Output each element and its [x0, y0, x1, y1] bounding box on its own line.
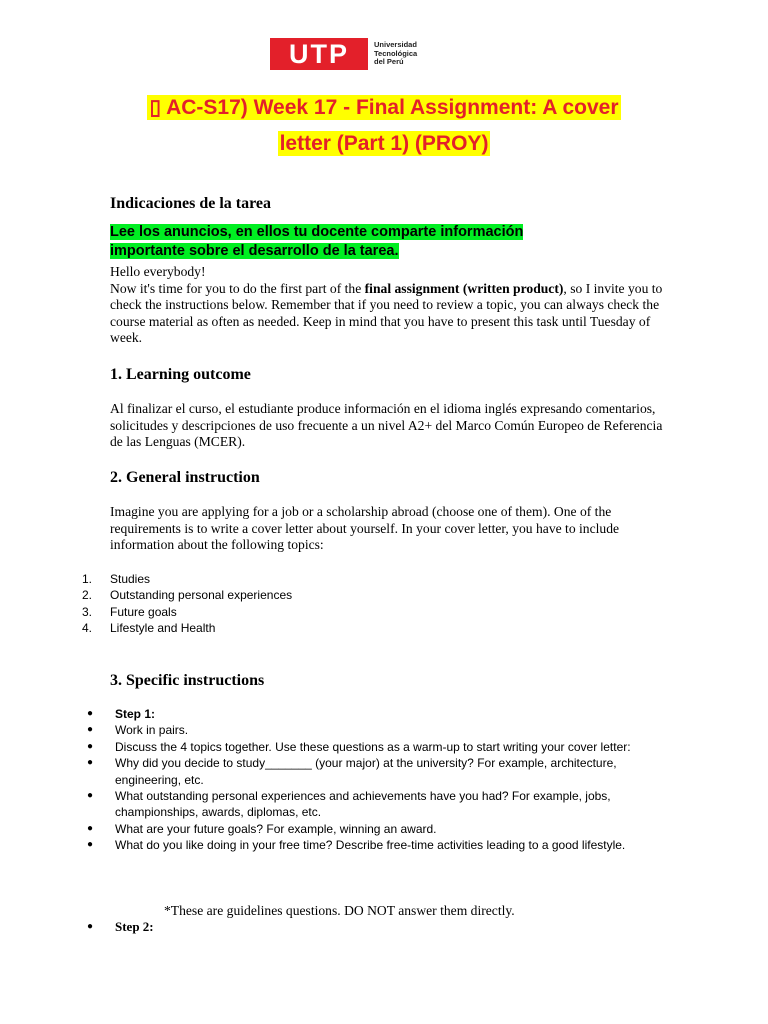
guidelines-note: *These are guidelines questions. DO NOT answer them directly.	[164, 903, 515, 918]
list-item: 3. Future goals	[82, 604, 177, 619]
list-item: 1. Studies	[82, 572, 151, 586]
list-item: ● Why did you decide to study_______ (your major) at the university? For example, architecture, engineering, etc.	[82, 755, 682, 788]
learning-outcome-text: Al finalizar el curso, el estudiante produce información en el idioma inglés expresando comentarios, solicitudes y descripciones de uso frecuente a un nivel A2+ del Marco Común Europeo de Referencia de las Lenguas (MCER).	[110, 401, 663, 449]
specific-instructions-heading: 3. Specific instructions	[110, 672, 265, 689]
announcement-notice	[110, 223, 610, 261]
utp-logo-mark: UTP	[270, 38, 368, 70]
notice-line-2: importante sobre el desarrollo de la tarea.	[110, 243, 399, 259]
list-item	[82, 706, 682, 722]
list-item: ● Work in pairs.	[82, 722, 682, 738]
step1-label: Step 1:	[115, 707, 156, 721]
intro-paragraph: Now it's time for you to do the first part of the final assignment (written product), so I invite you to check the instructions below. Remember that if you need to review a topic, you can always check the course material as often as needed. Keep in mind that you have to present this task until Tuesday of week.	[110, 280, 663, 345]
greeting: Hello everybody!	[110, 264, 206, 279]
step2-label: Step 2:	[115, 919, 154, 934]
bullet-icon: ●	[87, 822, 94, 834]
logo-line-1: Universidad	[374, 40, 417, 50]
title-line-1: ▯ AC-S17) Week 17 - Final Assignment: A cover	[149, 96, 619, 119]
assignment-title	[120, 90, 648, 162]
bullet-icon: ●	[87, 757, 94, 769]
title-line-2: letter (Part 1) (PROY)	[279, 132, 489, 155]
step2-list	[82, 919, 682, 935]
bullet-icon: ●	[87, 740, 94, 752]
general-instruction-text: Imagine you are applying for a job or a scholarship abroad (choose one of them). One of the requirements is to write a cover letter about yourself. In your cover letter, you have to include information about the following topics:	[110, 504, 620, 552]
bullet-icon: ●	[87, 724, 94, 736]
bullet-icon: ●	[87, 839, 94, 851]
bullet-icon: ●	[87, 708, 94, 719]
list-item: ● What are your future goals? For example, winning an award.	[82, 821, 682, 837]
final-assignment-emphasis: final assignment (written product)	[364, 280, 564, 296]
list-item: ● What do you like doing in your free time? Describe free-time activities leading to a good lifestyle.	[82, 837, 682, 853]
learning-outcome-heading: 1. Learning outcome	[110, 366, 251, 383]
list-item	[82, 919, 682, 935]
list-item: 4. Lifestyle and Health	[82, 621, 216, 636]
intro-text	[110, 264, 665, 347]
step1-list	[82, 706, 682, 854]
list-item: ● What outstanding personal experiences and achievements have you had? For example, jobs, championships, awards, diplomas, etc.	[82, 788, 682, 821]
logo-line-2: Tecnológica	[374, 48, 418, 58]
list-item: 2. Outstanding personal experiences	[82, 588, 293, 603]
bullet-icon: ●	[87, 921, 94, 932]
logo-line-3: del Perú	[374, 57, 404, 67]
general-instruction-heading: 2. General instruction	[110, 469, 260, 486]
bullet-icon: ●	[87, 790, 94, 802]
utp-logo-text	[374, 41, 417, 67]
notice-line-1: Lee los anuncios, en ellos tu docente comparte información	[110, 224, 524, 240]
indicaciones-heading: Indicaciones de la tarea	[110, 195, 272, 212]
topics-list	[82, 571, 682, 637]
list-item: ● Discuss the 4 topics together. Use these questions as a warm-up to start writing your cover letter:	[82, 739, 682, 755]
utp-logo	[270, 38, 417, 70]
